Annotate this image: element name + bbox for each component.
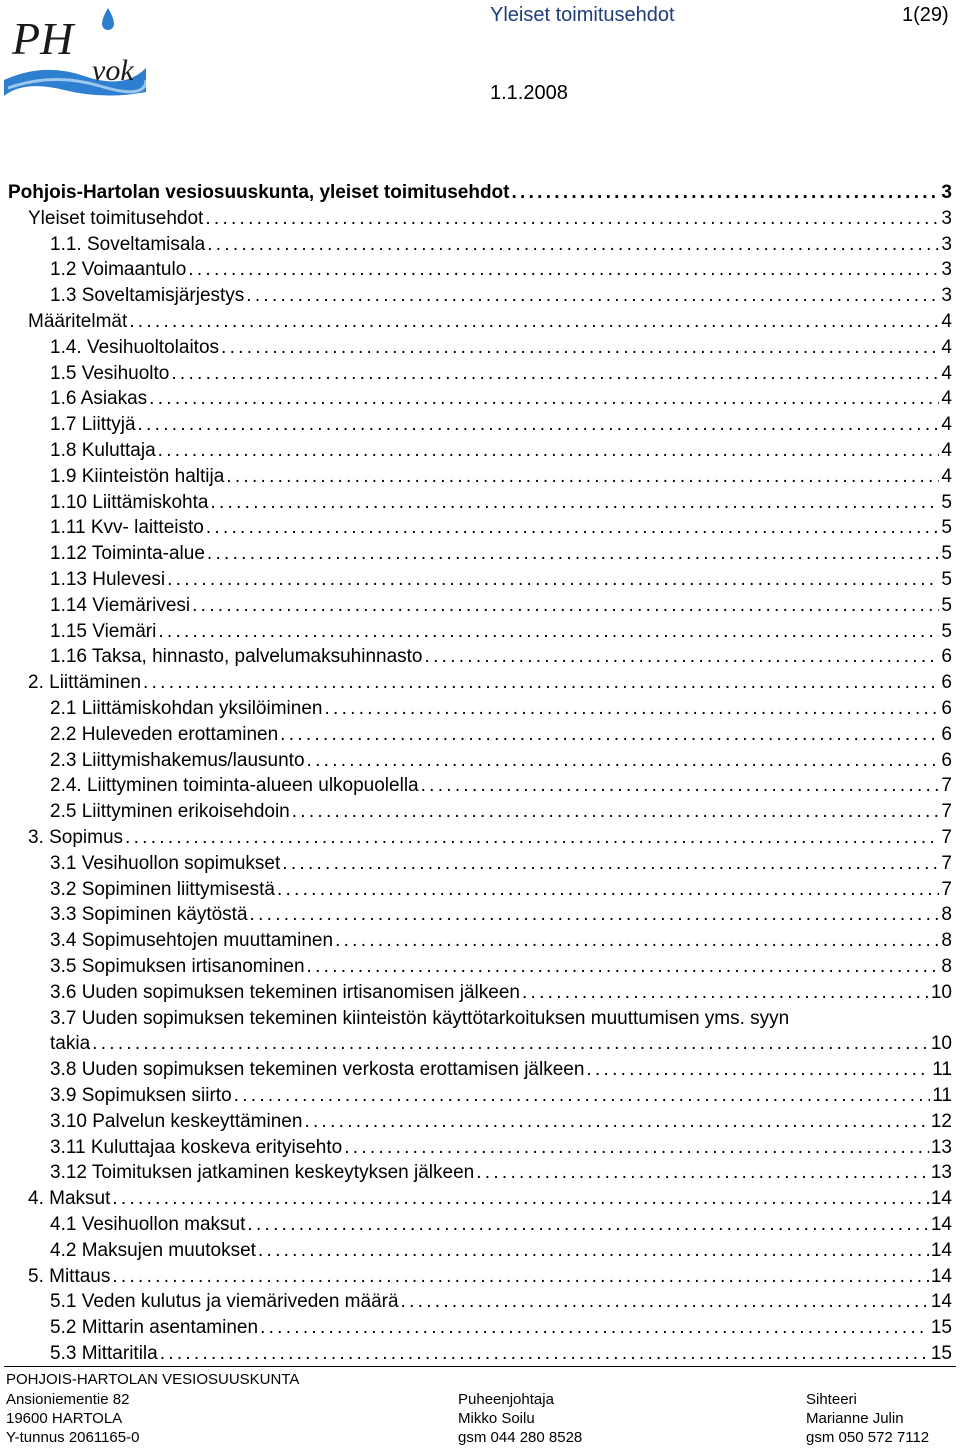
- toc-leader-dots: [149, 387, 939, 411]
- toc-entry-page: 13: [930, 1137, 952, 1158]
- toc-leader-dots: [112, 1187, 928, 1211]
- toc-entry-page: 11: [932, 1085, 952, 1106]
- toc-leader-dots: [206, 516, 940, 540]
- toc-entry-label: 2.4. Liittyminen toiminta-alueen ulkopuolella: [50, 775, 419, 796]
- toc-entry-page: 5: [941, 517, 952, 538]
- toc-entry-label: 5.3 Mittaritila: [50, 1343, 158, 1364]
- toc-leader-dots: [476, 1161, 929, 1185]
- toc-entry-label: 1.2 Voimaantulo: [50, 259, 187, 280]
- toc-entry-page: 3: [941, 182, 952, 203]
- toc-entry-page: 6: [941, 698, 952, 719]
- toc-entry-page: 13: [930, 1162, 952, 1183]
- toc-entry-page: 15: [930, 1343, 952, 1364]
- toc-entry-page: 8: [941, 956, 952, 977]
- toc-entry-page: 6: [941, 672, 952, 693]
- footer-business-id: Y-tunnus 2061165-0: [6, 1429, 140, 1446]
- toc-entry-page: 5: [941, 543, 952, 564]
- toc-leader-dots: [207, 233, 939, 257]
- toc-entry[interactable]: [50, 981, 952, 1005]
- toc-leader-dots: [167, 568, 939, 592]
- toc-entry-label: 5. Mittaus: [28, 1266, 111, 1287]
- toc-entry-label: 2.2 Huleveden erottaminen: [50, 724, 279, 745]
- header-date: 1.1.2008: [490, 82, 568, 104]
- toc-entry-label: 1.1. Soveltamisala: [50, 234, 206, 255]
- toc-entry[interactable]: [50, 1058, 952, 1082]
- toc-leader-dots: [112, 1265, 928, 1289]
- toc-entry-page: 7: [941, 827, 952, 848]
- toc-entry[interactable]: [28, 671, 952, 695]
- toc-entry[interactable]: [28, 207, 952, 231]
- toc-leader-dots: [210, 491, 939, 515]
- toc-entry-label: 3.3 Sopiminen käytöstä: [50, 904, 248, 925]
- toc-entry-label: 4.2 Maksujen muutokset: [50, 1240, 256, 1261]
- toc-leader-dots: [586, 1058, 930, 1082]
- toc-entry[interactable]: [50, 955, 952, 979]
- toc-entry-page: 4: [941, 337, 952, 358]
- toc-entry-label: 1.14 Viemärivesi: [50, 595, 191, 616]
- toc-entry-page: 15: [930, 1317, 952, 1338]
- toc-entry-label: 1.8 Kuluttaja: [50, 440, 156, 461]
- toc-entry[interactable]: [50, 1316, 952, 1340]
- toc-leader-dots: [234, 1084, 931, 1108]
- toc-entry-page: 6: [941, 750, 952, 771]
- toc-entry-page: 3: [941, 208, 952, 229]
- toc-entry-label: 1.15 Viemäri: [50, 621, 157, 642]
- toc-entry[interactable]: [50, 1213, 952, 1237]
- toc-entry[interactable]: [50, 387, 952, 411]
- toc-entry-label: Pohjois-Hartolan vesiosuuskunta, yleiset toimitusehdot: [8, 182, 510, 203]
- toc-entry-page: 14: [930, 1214, 952, 1235]
- toc-entry[interactable]: [50, 336, 952, 360]
- toc-leader-dots: [425, 645, 940, 669]
- toc-entry[interactable]: [50, 1110, 952, 1134]
- toc-leader-dots: [250, 903, 940, 927]
- toc-entry-label: 3.11 Kuluttajaa koskeva erityisehto: [50, 1137, 343, 1158]
- toc-entry-label: 3. Sopimus: [28, 827, 124, 848]
- toc-entry-label: 2.1 Liittämiskohdan yksilöiminen: [50, 698, 323, 719]
- toc-leader-dots: [282, 852, 939, 876]
- toc-entry[interactable]: [50, 233, 952, 257]
- toc-entry-label: 3.5 Sopimuksen irtisanominen: [50, 956, 305, 977]
- toc-entry[interactable]: [28, 1187, 952, 1211]
- toc-entry-label: 4.1 Vesihuollon maksut: [50, 1214, 246, 1235]
- toc-entry-page: 4: [941, 414, 952, 435]
- toc-entry-page: 7: [941, 879, 952, 900]
- toc-entry-label: 5.2 Mittarin asentaminen: [50, 1317, 259, 1338]
- toc-entry[interactable]: [50, 465, 952, 489]
- toc-entry-label: 3.12 Toimituksen jatkaminen keskeytyksen jälkeen: [50, 1162, 475, 1183]
- footer-chair-title: Puheenjohtaja: [458, 1391, 554, 1408]
- toc-entry-label: 1.6 Asiakas: [50, 388, 148, 409]
- toc-entry[interactable]: [28, 826, 952, 850]
- svg-text:vok: vok: [92, 54, 134, 87]
- toc-entry[interactable]: [50, 542, 952, 566]
- toc-entry[interactable]: [50, 1290, 952, 1314]
- toc-leader-dots: [226, 465, 939, 489]
- toc-entry-page: 3: [941, 259, 952, 280]
- toc-entry-label: 1.11 Kvv- laitteisto: [50, 517, 204, 538]
- toc-leader-dots: [171, 362, 939, 386]
- toc-leader-dots: [280, 723, 939, 747]
- toc-leader-dots: [158, 439, 940, 463]
- toc-leader-dots: [324, 697, 939, 721]
- toc-leader-dots: [221, 336, 939, 360]
- toc-entry-page: 3: [941, 285, 952, 306]
- toc-entry-page: 6: [941, 724, 952, 745]
- toc-entry[interactable]: [50, 929, 952, 953]
- footer-secretary-title: Sihteeri: [806, 1391, 857, 1408]
- footer-secretary-name: Marianne Julin: [806, 1410, 904, 1427]
- toc-entry-page: 7: [941, 801, 952, 822]
- toc-entry-label: 1.10 Liittämiskohta: [50, 492, 209, 513]
- toc-leader-dots: [401, 1290, 929, 1314]
- footer-divider: [4, 1366, 956, 1367]
- toc-leader-dots: [207, 542, 940, 566]
- toc-entry[interactable]: [50, 362, 952, 386]
- toc-leader-dots: [421, 774, 940, 798]
- toc-entry[interactable]: [50, 1032, 952, 1056]
- toc-entry-page: 4: [941, 466, 952, 487]
- toc-entry-label: 2.3 Liittymishakemus/lausunto: [50, 750, 305, 771]
- toc-entry-page: 5: [941, 569, 952, 590]
- toc-entry-label: 1.4. Vesihuoltolaitos: [50, 337, 220, 358]
- toc-leader-dots: [143, 671, 939, 695]
- toc-entry-page: 4: [941, 363, 952, 384]
- toc-entry[interactable]: [50, 594, 952, 618]
- toc-leader-dots: [307, 955, 940, 979]
- toc-entry-label: 1.7 Liittyjä: [50, 414, 136, 435]
- toc-entry-page: 5: [941, 621, 952, 642]
- toc-entry-page: 7: [941, 853, 952, 874]
- toc-leader-dots: [292, 800, 940, 824]
- toc-entry[interactable]: [50, 749, 952, 773]
- toc-entry-label: 3.10 Palvelun keskeyttäminen: [50, 1111, 303, 1132]
- toc-leader-dots: [205, 207, 939, 231]
- toc-entry-page: 5: [941, 595, 952, 616]
- toc-leader-dots: [125, 826, 939, 850]
- toc-entry[interactable]: [50, 800, 952, 824]
- toc-entry[interactable]: [50, 413, 952, 437]
- toc-leader-dots: [246, 284, 939, 308]
- toc-entry-page: 14: [930, 1266, 952, 1287]
- toc-entry[interactable]: [50, 568, 952, 592]
- toc-entry[interactable]: [50, 1342, 952, 1366]
- toc-leader-dots: [511, 181, 939, 205]
- toc-leader-dots: [304, 1110, 928, 1134]
- toc-entry-label: 2.5 Liittyminen erikoisehdoin: [50, 801, 290, 822]
- toc-entry-page: 8: [941, 904, 952, 925]
- toc-entry[interactable]: [50, 258, 952, 282]
- toc-entry-label: 1.13 Hulevesi: [50, 569, 166, 590]
- toc-entry-page: 3: [941, 234, 952, 255]
- toc-entry-label: takia: [50, 1033, 91, 1054]
- toc-entry-label: 3.6 Uuden sopimuksen tekeminen irtisanomisen jälkeen: [50, 982, 520, 1003]
- toc-entry-page: 10: [930, 1033, 952, 1054]
- toc-leader-dots: [522, 981, 929, 1005]
- toc-leader-dots: [277, 878, 939, 902]
- toc-entry[interactable]: [50, 878, 952, 902]
- toc-entry[interactable]: [50, 284, 952, 308]
- logo: [4, 2, 146, 98]
- toc-entry[interactable]: [50, 439, 952, 463]
- toc-leader-dots: [158, 620, 939, 644]
- svg-text:PH: PH: [12, 13, 74, 64]
- toc-leader-dots: [129, 310, 939, 334]
- toc-leader-dots: [192, 594, 939, 618]
- header-page-number: 1(29): [902, 4, 949, 26]
- toc-leader-dots: [160, 1342, 929, 1366]
- toc-entry-label: 3.8 Uuden sopimuksen tekeminen verkosta erottamisen jälkeen: [50, 1059, 585, 1080]
- toc-entry-page: 8: [941, 930, 952, 951]
- footer-address: Ansioniementie 82: [6, 1391, 130, 1408]
- toc-entry-page: 4: [941, 440, 952, 461]
- toc-entry-page: 4: [941, 388, 952, 409]
- toc-entry[interactable]: [50, 491, 952, 515]
- toc-entry[interactable]: [50, 697, 952, 721]
- header-title: Yleiset toimitusehdot: [490, 4, 675, 26]
- toc-entry[interactable]: [50, 774, 952, 798]
- toc-entry[interactable]: [28, 310, 952, 334]
- toc-entry-page: 4: [941, 311, 952, 332]
- toc-entry-label: Yleiset toimitusehdot: [28, 208, 204, 229]
- toc-entry-page: 5: [941, 492, 952, 513]
- toc-entry[interactable]: [50, 1161, 952, 1185]
- toc-entry[interactable]: [50, 1084, 952, 1108]
- toc-entry[interactable]: [50, 723, 952, 747]
- toc-leader-dots: [344, 1136, 929, 1160]
- toc-entry-label: Määritelmät: [28, 311, 128, 332]
- toc-leader-dots: [335, 929, 939, 953]
- toc-entry-page: 11: [932, 1059, 952, 1080]
- toc-leader-dots: [307, 749, 940, 773]
- toc-entry-label: 1.12 Toiminta-alue: [50, 543, 205, 564]
- toc-leader-dots: [247, 1213, 928, 1237]
- toc-entry-label: 1.9 Kiinteistön haltija: [50, 466, 225, 487]
- footer-chair-name: Mikko Soilu: [458, 1410, 535, 1427]
- toc-leader-dots: [92, 1032, 929, 1056]
- toc-entry-page: 12: [930, 1111, 952, 1132]
- toc-leader-dots: [260, 1316, 929, 1340]
- toc-entry-page: 14: [930, 1188, 952, 1209]
- toc-entry[interactable]: [50, 1239, 952, 1263]
- toc-entry-label: 3.7 Uuden sopimuksen tekeminen kiinteistön käyttötarkoituksen muuttumisen yms. syyn: [50, 1008, 790, 1029]
- toc-leader-dots: [258, 1239, 929, 1263]
- toc-entry[interactable]: [28, 1265, 952, 1289]
- toc-entry-label: 3.9 Sopimuksen siirto: [50, 1085, 232, 1106]
- toc-entry-label: 1.5 Vesihuolto: [50, 363, 170, 384]
- toc-entry[interactable]: [50, 852, 952, 876]
- toc-entry[interactable]: [8, 181, 952, 205]
- toc-entry[interactable]: [50, 645, 952, 669]
- toc-entry[interactable]: [50, 1007, 789, 1031]
- toc-entry-label: 3.2 Sopiminen liittymisestä: [50, 879, 275, 900]
- toc-entry-label: 4. Maksut: [28, 1188, 111, 1209]
- toc-entry-label: 1.16 Taksa, hinnasto, palvelumaksuhinnasto: [50, 646, 423, 667]
- toc-entry[interactable]: [50, 903, 952, 927]
- toc-entry-label: 1.3 Soveltamisjärjestys: [50, 285, 245, 306]
- footer-chair-phone: gsm 044 280 8528: [458, 1429, 583, 1446]
- toc-entry-label: 3.4 Sopimusehtojen muuttaminen: [50, 930, 334, 951]
- toc-entry[interactable]: [50, 516, 952, 540]
- toc-entry-label: 3.1 Vesihuollon sopimukset: [50, 853, 281, 874]
- toc-entry-page: 10: [930, 982, 952, 1003]
- footer-postal: 19600 HARTOLA: [6, 1410, 123, 1427]
- toc-leader-dots: [188, 258, 939, 282]
- footer-secretary-phone: gsm 050 572 7112: [806, 1429, 930, 1446]
- toc-entry-page: 14: [930, 1291, 952, 1312]
- toc-entry[interactable]: [50, 620, 952, 644]
- toc-entry-page: 6: [941, 646, 952, 667]
- toc-entry-page: 7: [941, 775, 952, 796]
- toc-entry-page: 14: [930, 1240, 952, 1261]
- toc-entry-label: 2. Liittäminen: [28, 672, 142, 693]
- toc-entry-label: 5.1 Veden kulutus ja viemäriveden määrä: [50, 1291, 399, 1312]
- footer-org: POHJOIS-HARTOLAN VESIOSUUSKUNTA: [6, 1371, 300, 1388]
- toc-entry[interactable]: [50, 1136, 952, 1160]
- toc-leader-dots: [138, 413, 940, 437]
